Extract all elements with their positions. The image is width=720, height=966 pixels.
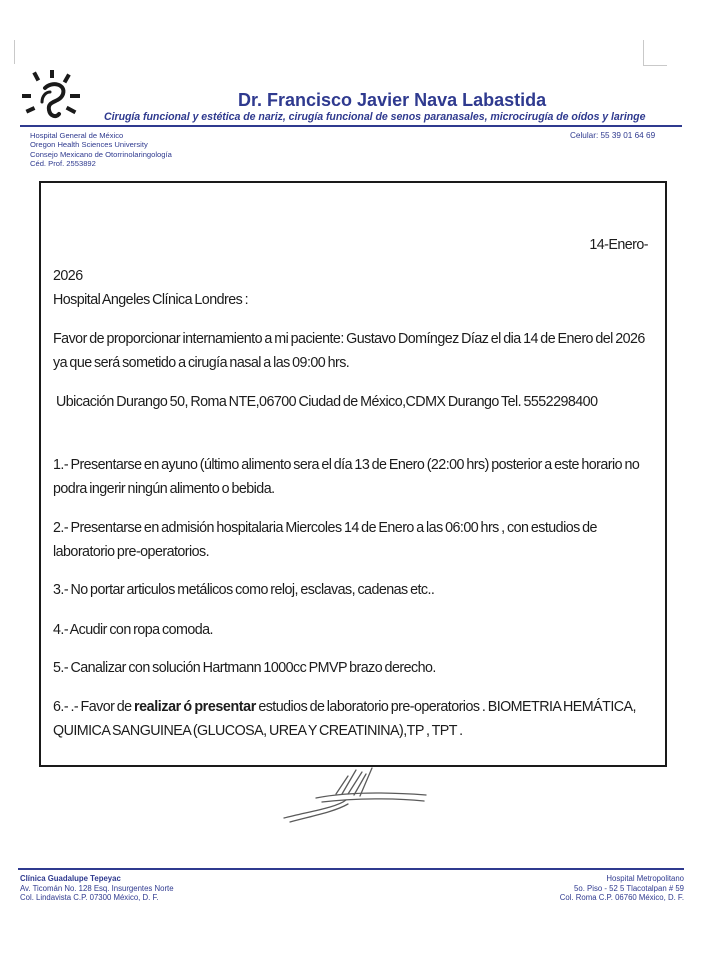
crop-mark-right	[643, 40, 667, 66]
instruction-6	[53, 696, 653, 743]
crop-mark-left	[14, 40, 17, 64]
letter-date	[53, 230, 653, 292]
stylized-ear-sun-logo-icon	[22, 70, 84, 128]
doctor-credentials	[30, 131, 172, 168]
cellphone-number: Celular: 55 39 01 64 69	[570, 131, 656, 140]
letter-box	[39, 181, 667, 767]
instruction-5: 5.- Canalizar con solución Hartmann 1000cc PMVP brazo derecho.	[53, 660, 436, 676]
doctor-specialty: Cirugía funcional y estética de nariz, cirugía funcional de senos paranasales, microcirugía de oídos y laringe	[104, 111, 646, 123]
handwritten-signature-icon	[276, 762, 432, 828]
date-line-2: 2026	[53, 268, 83, 284]
credential-line: Céd. Prof. 2553892	[30, 158, 96, 168]
hospital-location: Ubicación Durango 50, Roma NTE,06700 Ciudad de México,CDMX Durango Tel. 5552298400	[56, 394, 598, 410]
footer-divider	[18, 868, 684, 870]
admission-request: Favor de proporcionar internamiento a mi paciente: Gustavo Domíngez Díaz el dia 14 de Enero del 2026 ya que será sometido a cirugía nasal a las 09:00 hrs.	[53, 331, 645, 371]
credential-line: Hospital General de México	[30, 131, 124, 140]
date-line-1: 14-Enero-	[589, 237, 648, 253]
footer-left-line: Clínica Guadalupe Tepeyac	[20, 874, 121, 883]
credential-line: Oregon Health Sciences University	[30, 140, 148, 150]
instruction-6-rest: estudios de laboratorio pre-operatorios . BIOMETRIA HEMÁTICA, QUIMICA SANGUINEA (GLUCOSA, UREA Y CREATININA),TP , TPT .	[53, 699, 636, 739]
instruction-1: 1.- Presentarse en ayuno (último alimento sera el día 13 de Enero (22:00 hrs) posterior a este horario no podra ingerir ningún alimento o bebida.	[53, 457, 640, 497]
footer-left-line: Av. Ticomán No. 128 Esq. Insurgentes Norte	[20, 883, 174, 893]
instruction-3: 3.- No portar articulos metálicos como reloj, esclavas, cadenas etc..	[53, 582, 435, 598]
footer-right-line: Hospital Metropolitano	[606, 874, 684, 883]
instruction-2: 2.- Presentarse en admisión hospitalaria Miercoles 14 de Enero a las 06:00 hrs , con estudios de laboratorio pre-operatorios.	[53, 520, 597, 560]
doctor-name: Dr. Francisco Javier Nava Labastida	[238, 90, 547, 110]
header-divider	[20, 125, 682, 127]
instruction-6-prefix: 6.- .- Favor de	[53, 699, 134, 715]
footer-hospital-address	[560, 874, 684, 903]
instruction-4: 4.- Acudir con ropa comoda.	[53, 622, 213, 638]
footer-left-line: Col. Lindavista C.P. 07300 México, D. F.	[20, 893, 159, 903]
credential-line: Consejo Mexicano de Otorrinolaringología	[30, 149, 172, 159]
footer-clinic-address	[20, 874, 174, 903]
instruction-6-emphasis: realizar ó presentar	[133, 699, 256, 715]
addressee: Hospital Angeles Clínica Londres :	[53, 292, 249, 308]
footer-right-line: Col. Roma C.P. 06760 México, D. F.	[559, 893, 684, 903]
footer-right-line: 5o. Piso - 52 5 Tlacotalpan # 59	[574, 883, 684, 893]
